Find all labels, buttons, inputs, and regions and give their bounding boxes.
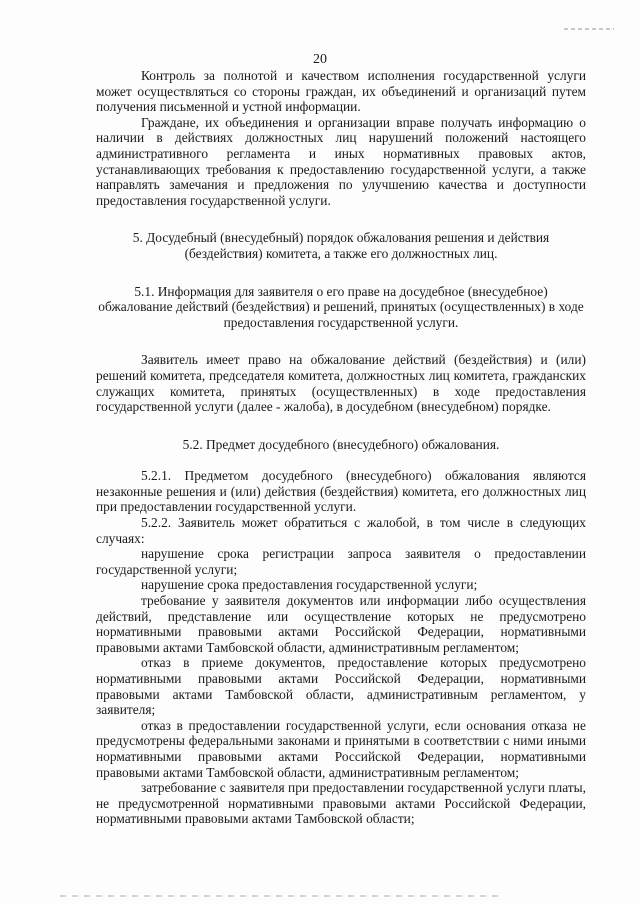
list-item-documents-requirement: требование у заявителя документов или информации либо осуществления действий, представление или осуществление которых не предусмотрено нормативными правовыми актами Российской Федерации, нормативными правовыми актами Тамбовской области, административным регламентом; (96, 593, 586, 655)
list-item-service-refusal: отказ в предоставлении государственной услуги, если основания отказа не предусмотрены федеральными законами и принятыми в соответствии с ними иными нормативными правовыми актами Российской Федерации, нормативными правовыми актами Тамбовской области, административным регламентом; (96, 717, 586, 780)
scan-artifact-bottom (60, 895, 500, 897)
paragraph-5-2-2: 5.2.2. Заявитель может обратиться с жалобой, в том числе в следующих случаях: (96, 515, 586, 546)
section-heading-5-2: 5.2. Предмет досудебного (внесудебного) обжалования. (182, 436, 500, 452)
scan-artifact-top (564, 28, 614, 30)
list-item-service-deadline: нарушение срока предоставления государственной услуги; (141, 577, 478, 593)
paragraph-applicant-right: Заявитель имеет право на обжалование действий (бездействия) и (или) решений комитета, председателя комитета, должностных лиц комитета, гражданских служащих комитета, принятых (осуществленных) в ходе предоставления государственной услуги (далее - жалоба), в досудебном (внесудебном) порядке. (96, 352, 586, 415)
paragraph-5-2-1: 5.2.1. Предметом досудебного (внесудебного) обжалования являются незаконные решения и (или) действия (бездействия) комитета, его должностных лиц при предоставлении государственной услуги. (96, 468, 586, 515)
page-number: 20 (313, 52, 327, 67)
section-heading-5-1: 5.1. Информация для заявителя о его праве на досудебное (внесудебное) обжалование действий (бездействия) и решений, принятых (осуществленных) в ходе предоставления государственной услуги. (98, 283, 584, 330)
list-item-registration-deadline: нарушение срока регистрации запроса заявителя о предоставлении государственной услуги; (96, 546, 586, 577)
document-body (96, 68, 586, 827)
section-heading-5: 5. Досудебный (внесудебный) порядок обжалования решения и действия (бездействия) комитета, а также его должностных лиц. (132, 230, 550, 261)
paragraph-control: Контроль за полнотой и качеством исполнения государственной услуги может осуществляться со стороны граждан, их объединений и организаций путем получения письменной и устной информации. (96, 68, 586, 115)
list-item-fee-demand: затребование с заявителя при предоставлении государственной услуги платы, не предусмотренной нормативными правовыми актами Российской Федерации, нормативными правовыми актами Тамбовской области; (96, 780, 586, 827)
paragraph-citizens-rights: Граждане, их объединения и организации вправе получать информацию о наличии в действиях должностных лиц нарушений положений настоящего административного регламента и иных нормативных правовых актов, устанавливающих требования к предоставлению государственной услуги, а также направлять замечания и предложения по улучшению качества и доступности предоставления государственной услуги. (96, 114, 586, 208)
list-item-document-refusal: отказ в приеме документов, предоставление которых предусмотрено нормативными правовыми актами Российской Федерации, нормативными правовыми актами Тамбовской области, административным регламентом, у заявителя; (96, 655, 586, 718)
